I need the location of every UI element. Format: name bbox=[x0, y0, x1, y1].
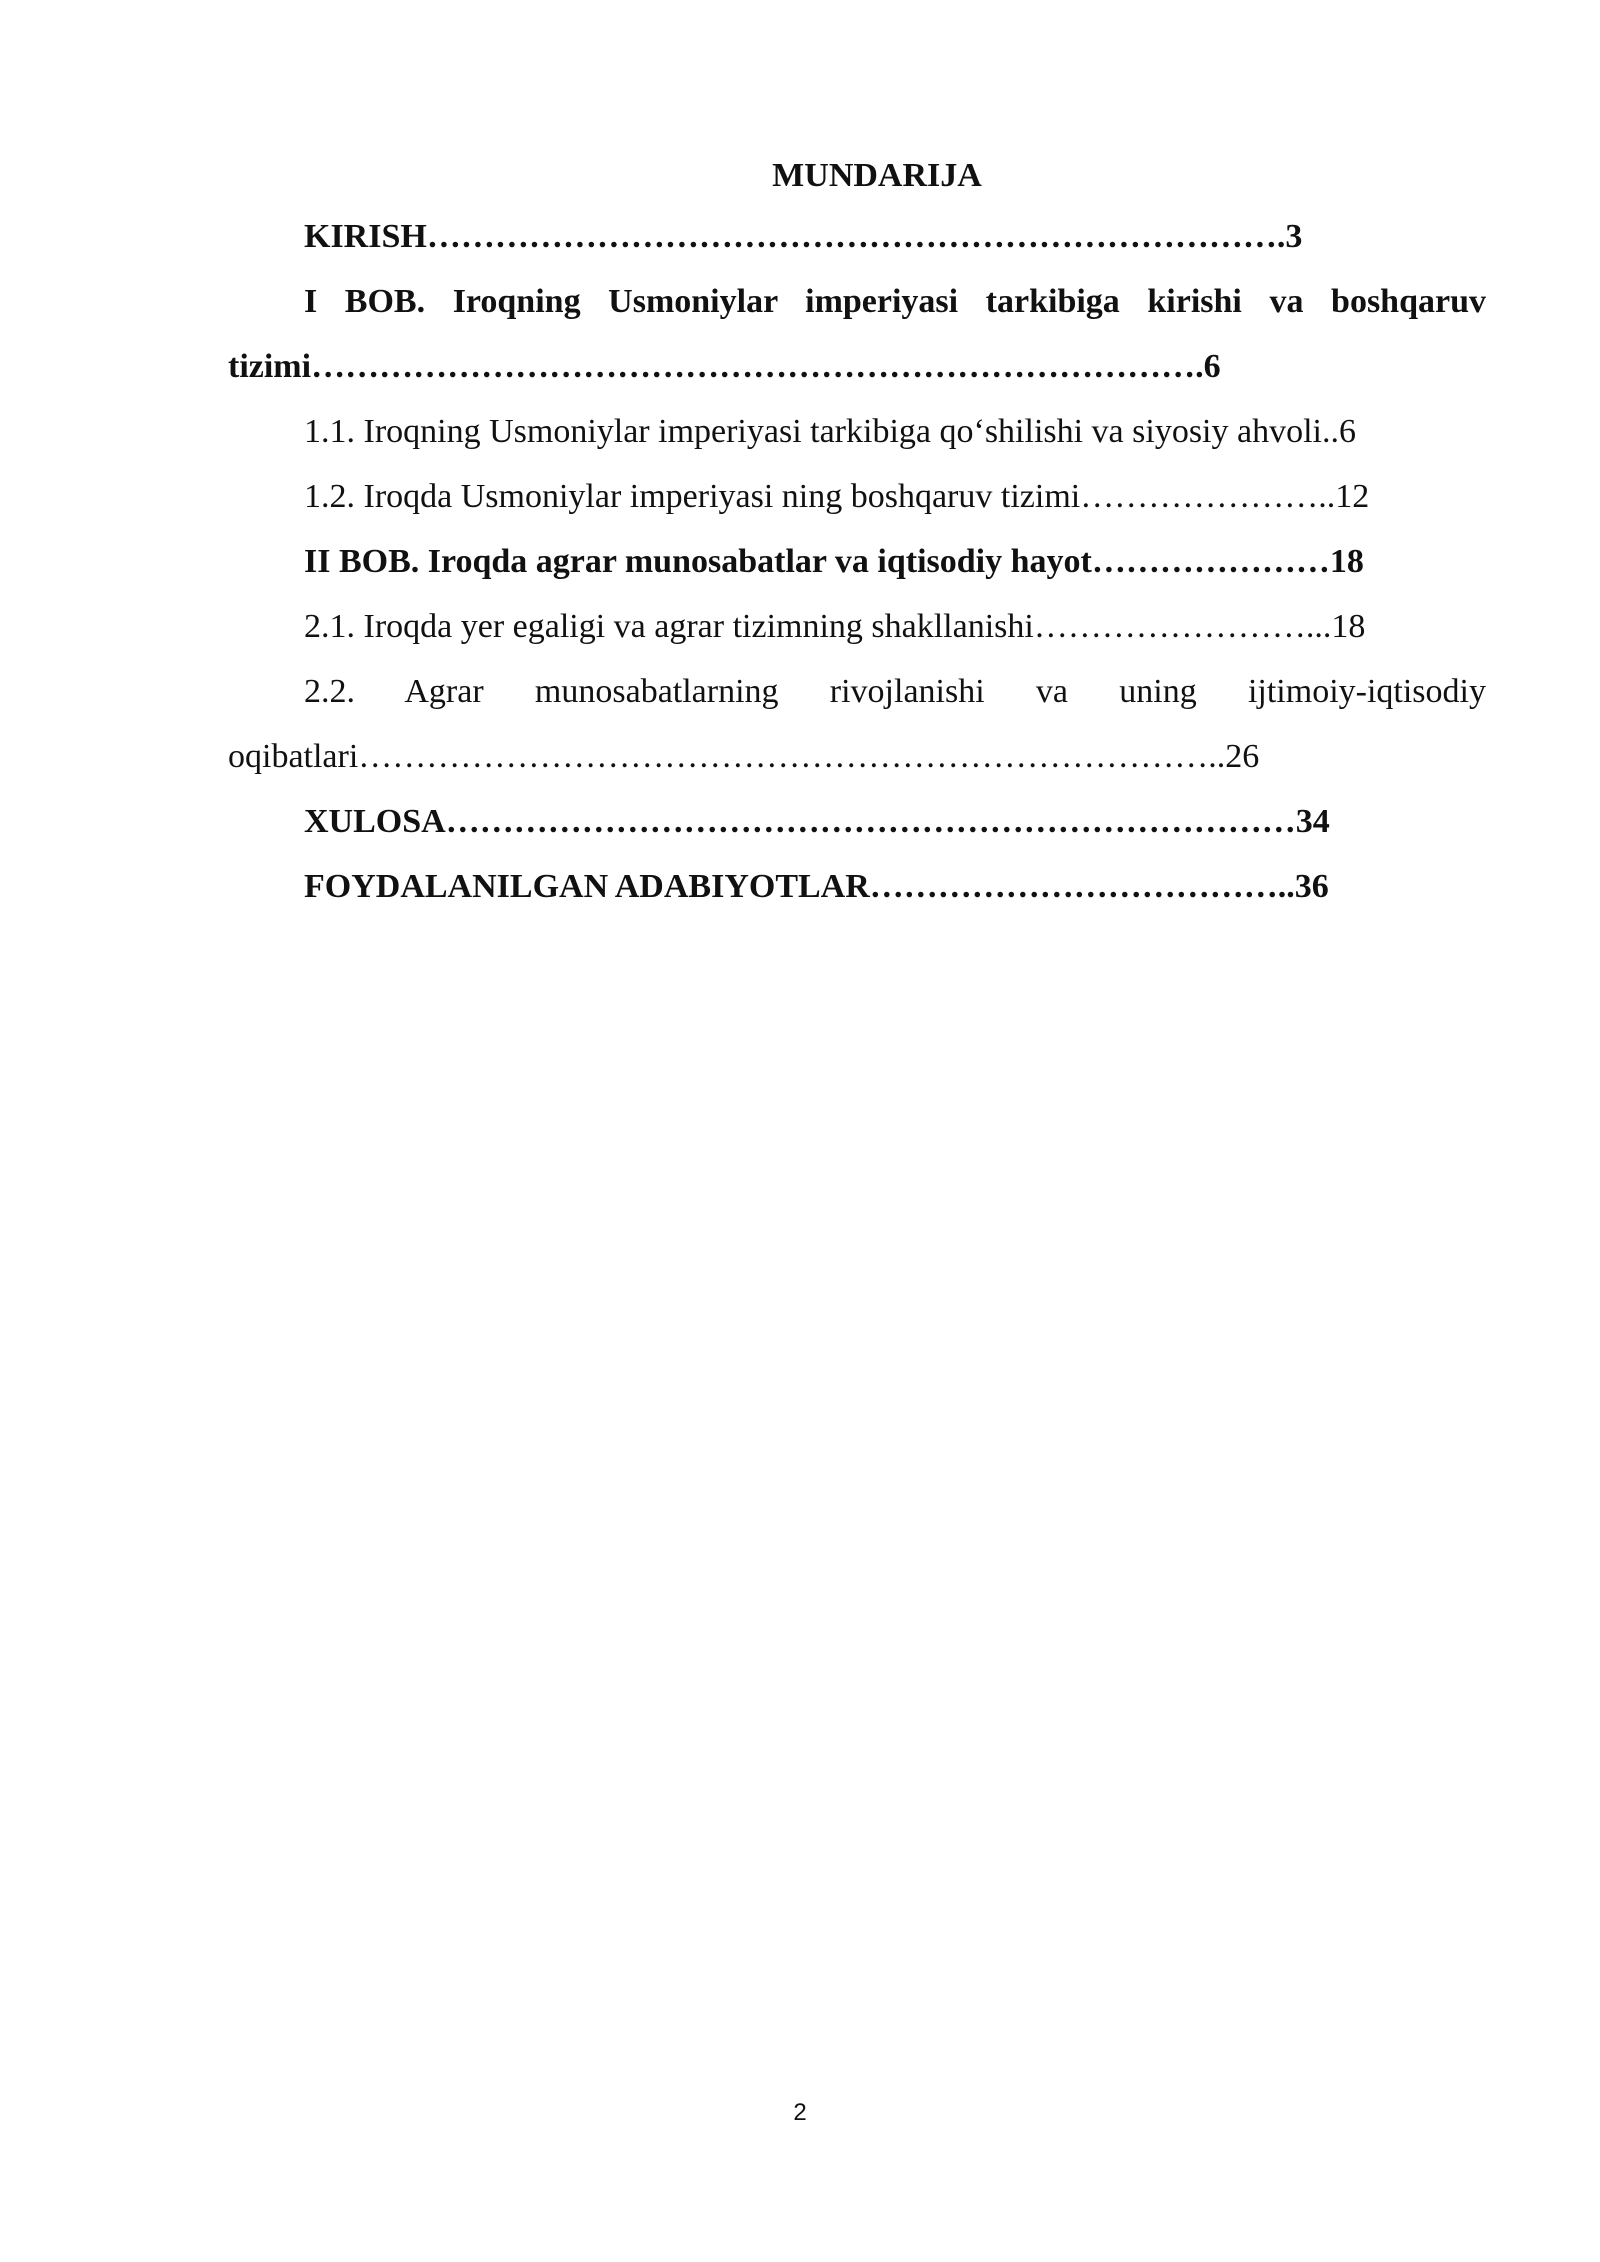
toc-heading: MUNDARIJA bbox=[772, 157, 982, 194]
page-number: 2 bbox=[793, 2099, 807, 2126]
toc-entry-section-1-2: 1.2. Iroqda Usmoniylar imperiyasi ning boshqaruv tizimi…………………..12 bbox=[304, 478, 1370, 515]
toc-entry-section-2-1: 2.1. Iroqda yer egaligi va agrar tizimning shakllanishi……………………...18 bbox=[304, 608, 1366, 645]
toc-entry-section-1-1: 1.1. Iroqning Usmoniylar imperiyasi tarkibiga qo‘shilishi va siyosiy ahvoli..6 bbox=[304, 413, 1356, 450]
toc-entry-chapter-1-line-1: I BOB. Iroqning Usmoniylar imperiyasi tarkibiga kirishi va boshqaruv bbox=[304, 283, 1486, 320]
toc-entry-section-2-2-line-1: 2.2. Agrar munosabatlarning rivojlanishi va uning ijtimoiy-iqtisodiy bbox=[304, 673, 1486, 710]
toc-entry-section-2-2-line-2: oqibatlari…………………………………………………………………..26 bbox=[228, 738, 1260, 775]
toc-entry-references: FOYDALANILGAN ADABIYOTLAR………………………………..36 bbox=[304, 868, 1329, 905]
toc-entry-kirish: KIRISH………………………………………………………………….3 bbox=[304, 218, 1303, 255]
toc-entry-chapter-2: II BOB. Iroqda agrar munosabatlar va iqtisodiy hayot…………………18 bbox=[304, 543, 1364, 580]
toc-entry-chapter-1-line-2: tizimi…………………………………………………………………….6 bbox=[228, 348, 1221, 385]
toc-entry-xulosa: XULOSA…………………………………………………………………34 bbox=[304, 803, 1330, 840]
table-of-contents bbox=[228, 148, 1486, 919]
